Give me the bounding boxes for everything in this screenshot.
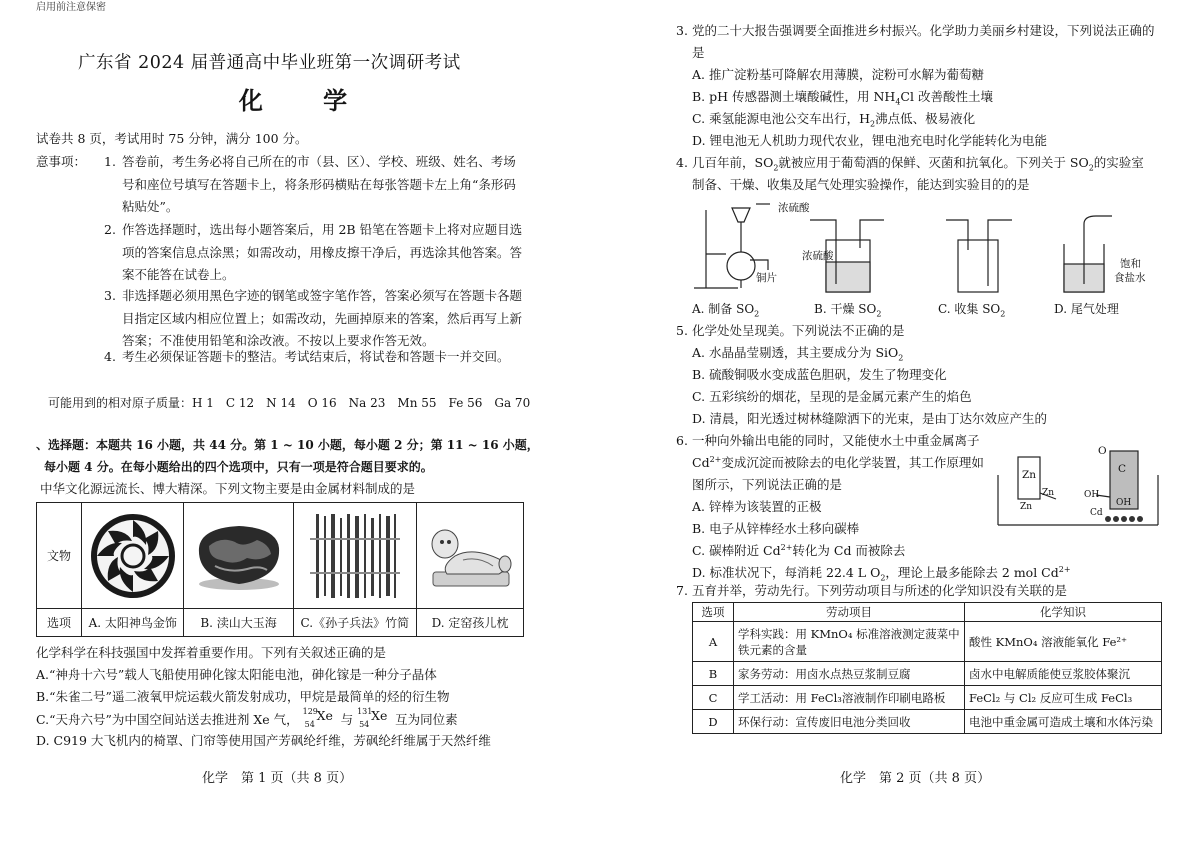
q5 bbox=[676, 320, 1162, 342]
q6-d-text: D. 标准状况下，每消耗 22.4 L O bbox=[692, 565, 881, 580]
tag-conc-h2so4: 浓硫酸 bbox=[778, 202, 810, 214]
oh-label: OH bbox=[1084, 490, 1100, 500]
artifact-table bbox=[36, 502, 524, 637]
artifact-option-b: B. 渎山大玉海 bbox=[184, 609, 293, 637]
option-row bbox=[37, 609, 524, 637]
exam-title: 广东省 2024 届普通高中毕业班第一次调研考试 bbox=[78, 53, 461, 73]
q6-c-sup: 2+ bbox=[780, 542, 793, 552]
confidential-stamp: 启用前注意保密 bbox=[36, 2, 106, 13]
tag-copper: 铜片 bbox=[756, 272, 777, 284]
q6-cd-charge: 2+ bbox=[709, 454, 722, 464]
page-2-footer: 化学 第 2 页（共 8 页） bbox=[840, 771, 991, 786]
note-text: 答卷前，考生务必将自己所在的市（县、区）、学校、班级、姓名、考场号和座位号填写在答题卡上，将条形码横贴在每张答题卡左上角“条形码粘贴处”。 bbox=[122, 154, 516, 214]
zn-ion-label: Zn bbox=[1042, 488, 1055, 498]
q6-option-c bbox=[692, 540, 905, 562]
artifact-option-d: D. 定窑孩儿枕 bbox=[417, 609, 524, 637]
row-option: B bbox=[693, 662, 734, 686]
q2-option-a: A.“神舟十六号”载人飞船使用砷化镓太阳能电池，砷化镓是一种分子晶体 bbox=[36, 667, 437, 682]
page-2 bbox=[676, 0, 1162, 849]
caption-b bbox=[814, 298, 881, 320]
so2-apparatus-figure bbox=[692, 200, 1162, 318]
q6-stem-line3: 图所示，下列说法正确的是 bbox=[692, 477, 843, 492]
zn-electrode-label: Zn bbox=[1022, 469, 1037, 481]
q5-stem: 化学处处呈现美。下列说法不正确的是 bbox=[692, 323, 905, 338]
caption-a bbox=[692, 298, 759, 320]
q5-option-c: C. 五彩缤纷的烟花，呈现的是金属元素产生的焰色 bbox=[692, 389, 972, 404]
header-chem-knowledge: 化学知识 bbox=[965, 603, 1162, 622]
oh-label-2: OH bbox=[1116, 498, 1132, 508]
xe-join: 与 bbox=[340, 712, 354, 727]
q6-d-text-mid: ，理论上最多能除去 2 mol Cd bbox=[885, 565, 1059, 580]
jade-bowl-icon bbox=[191, 518, 287, 594]
q4-stem-line2: 制备、干燥、收集及尾气处理实验操作，能达到实验目的的是 bbox=[692, 177, 1030, 192]
row-option: C bbox=[693, 686, 734, 710]
q3-b-text: B. pH 传感器测土壤酸碱性，用 NH bbox=[692, 89, 896, 104]
q6-number: 6. bbox=[676, 433, 688, 448]
option-row-label: 选项 bbox=[37, 609, 82, 637]
artifact-gold-sunbird bbox=[82, 503, 184, 609]
xe-131-z: 54 bbox=[359, 720, 370, 729]
tag-brine-2: 食盐水 bbox=[1114, 272, 1146, 284]
caption-c-text: C. 收集 SO bbox=[938, 302, 1001, 316]
q4 bbox=[676, 152, 1162, 174]
note-text: 考生必须保证答题卡的整洁。考试结束后，将试卷和答题卡一并交回。 bbox=[122, 349, 510, 364]
q6-stem-line1: 一种向外输出电能的同时，又能使水土中重金属离子 bbox=[692, 433, 980, 448]
header-labour-item: 劳动项目 bbox=[734, 603, 965, 622]
tag-conc-h2so4-dry: 浓硫酸 bbox=[802, 250, 834, 262]
xe-131-symbol: Xe bbox=[371, 708, 388, 723]
q3 bbox=[676, 20, 1162, 64]
note-number: 3. bbox=[104, 288, 116, 303]
q6-c-text: C. 碳棒附近 Cd bbox=[692, 543, 781, 558]
q4-text-c: 的实验室 bbox=[1093, 155, 1144, 170]
q3-c-sub: 2 bbox=[869, 119, 876, 129]
q6-d-sub: 2 bbox=[880, 573, 886, 583]
note-number: 2. bbox=[104, 222, 116, 237]
artifact-row-label: 文物 bbox=[37, 503, 82, 609]
artifact-bamboo-slips bbox=[293, 503, 416, 609]
exam-intro: 试卷共 8 页，考试用时 75 分钟，满分 100 分。 bbox=[36, 131, 308, 146]
q7-stem: 五育并举，劳动先行。下列劳动项目与所述的化学知识没有关联的是 bbox=[692, 583, 1068, 598]
xe-131-isotope bbox=[357, 707, 391, 729]
artifact-option-c: C.《孙子兵法》竹简 bbox=[293, 609, 416, 637]
row-option: D bbox=[693, 710, 734, 734]
q2-stem: 化学科学在科技强国中发挥着重要作用。下列有关叙述正确的是 bbox=[36, 645, 387, 660]
note-text: 作答选择题时，选出每小题答案后，用 2B 铅笔在答题卡上将对应题目选项的答案信息点涂黑；如需改动，用橡皮擦干净后，再选涂其他答案。答案不能答在试卷上。 bbox=[122, 222, 523, 282]
atomic-mass-line: 可能用到的相对原子质量：H 1 C 12 N 14 O 16 Na 23 Mn 55 Fe 56 Ga 70 bbox=[48, 396, 531, 410]
labour-table bbox=[692, 602, 1162, 734]
q3-option-b bbox=[692, 86, 993, 108]
q1-stem: 中华文化源远流长、博大精深。下列文物主要是由金属材料制成的是 bbox=[40, 481, 416, 496]
q4-number: 4. bbox=[676, 155, 688, 170]
row-chem-knowledge: FeCl₂ 与 Cl₂ 反应可生成 FeCl₃ bbox=[965, 686, 1162, 710]
section-heading: 、选择题：本题共 16 小题，共 44 分。第 1 ~ 10 小题，每小题 2 分；第 11 ~ 16 小题， bbox=[36, 438, 539, 452]
q6-cd: Cd bbox=[692, 455, 710, 470]
row-chem-knowledge: 卤水中电解质能使豆浆胶体聚沉 bbox=[965, 662, 1162, 686]
q5-option-b: B. 硫酸铜吸水变成蓝色胆矾，发生了物理变化 bbox=[692, 367, 947, 382]
note-4 bbox=[104, 346, 524, 369]
caption-c bbox=[938, 298, 1005, 320]
cell-drawing bbox=[996, 447, 1160, 529]
q6 bbox=[676, 430, 986, 452]
subject-title: 化 学 bbox=[238, 87, 374, 115]
q4-sub-b: 2 bbox=[1088, 163, 1094, 173]
q3-option-a: A. 推广淀粉基可降解农用薄膜，淀粉可水解为葡萄糖 bbox=[692, 67, 984, 82]
table-row bbox=[693, 710, 1162, 734]
q3-stem: 党的二十大报告强调要全面推进乡村振兴。化学助力美丽乡村建设，下列说法正确的是 bbox=[692, 23, 1155, 60]
q5-a-text: A. 水晶晶莹剔透，其主要成分为 SiO bbox=[692, 345, 899, 360]
q3-option-c bbox=[692, 108, 975, 130]
q4-text-a: 几百年前，SO bbox=[692, 155, 774, 170]
q5-a-sub: 2 bbox=[898, 353, 904, 363]
notes-label: 意事项： bbox=[36, 154, 87, 169]
xe-129-symbol: Xe bbox=[316, 708, 333, 723]
xe-129-mass: 129 bbox=[302, 707, 318, 716]
note-2 bbox=[104, 219, 524, 287]
q3-c-text: C. 乘氢能源电池公交车出行，H bbox=[692, 111, 870, 126]
q3-b-sub: 4 bbox=[895, 97, 901, 107]
caption-d bbox=[1054, 298, 1119, 320]
q2-option-c-tail: 互为同位素 bbox=[395, 712, 458, 727]
q3-b-text-end: Cl 改善酸性土壤 bbox=[900, 89, 993, 104]
so2-apparatus-drawing bbox=[692, 200, 1162, 300]
artifact-row bbox=[37, 503, 524, 609]
caption-c-sub: 2 bbox=[1000, 309, 1006, 319]
row-labour-item: 家务劳动：用卤水点热豆浆制豆腐 bbox=[734, 662, 965, 686]
q4-text-b: 就被应用于葡萄酒的保鲜、灭菌和抗氧化。下列关于 SO bbox=[778, 155, 1089, 170]
child-pillow-icon bbox=[423, 516, 517, 596]
row-labour-item: 学科实践：用 KMnO₄ 标准溶液测定菠菜中铁元素的含量 bbox=[734, 622, 965, 662]
bamboo-slips-icon bbox=[310, 510, 400, 602]
artifact-child-pillow bbox=[417, 503, 524, 609]
q3-c-text-end: 沸点低、极易液化 bbox=[875, 111, 976, 126]
note-number: 4. bbox=[104, 349, 116, 364]
q2-option-c-text: C.“天舟六号”为中国空间站送去推进剂 Xe 气， bbox=[36, 712, 299, 727]
xe-129-z: 54 bbox=[304, 720, 315, 729]
q2-option-c bbox=[36, 708, 458, 731]
note-text: 非选择题必须用黑色字迹的钢笔或签字笔作答，答案必须写在答题卡各题目指定区域内相应位置上；如需改动，先画掉原来的答案，然后再写上新答案；不准使用铅笔和涂改液。不按以上要求作答无效。 bbox=[122, 288, 523, 348]
artifact-jade-bowl bbox=[184, 503, 293, 609]
caption-d-text: D. 尾气处理 bbox=[1054, 302, 1119, 316]
q5-number: 5. bbox=[676, 323, 688, 338]
row-chem-knowledge: 酸性 KMnO₄ 溶液能氧化 Fe²⁺ bbox=[965, 622, 1162, 662]
table-row bbox=[693, 686, 1162, 710]
q3-option-d: D. 锂电池无人机助力现代农业，锂电池充电时化学能转化为电能 bbox=[692, 133, 1048, 148]
q2-option-d: D. C919 大飞机内的椅罩、门帘等使用国产芳砜纶纤维，芳砜纶纤维属于天然纤维 bbox=[36, 733, 491, 748]
q2-option-b: B.“朱雀二号”遥二液氧甲烷运载火箭发射成功，甲烷是最简单的烃的衍生物 bbox=[36, 689, 450, 704]
q6-d-sup: 2+ bbox=[1058, 564, 1071, 574]
electrochemical-cell-figure bbox=[996, 447, 1160, 529]
page-1 bbox=[36, 0, 539, 849]
tag-brine-1: 饱和 bbox=[1120, 258, 1141, 270]
caption-b-text: B. 干燥 SO bbox=[814, 302, 877, 316]
sunbird-disc-icon bbox=[88, 511, 178, 601]
row-labour-item: 学工活动：用 FeCl₃溶液制作印刷电路板 bbox=[734, 686, 965, 710]
caption-a-sub: 2 bbox=[754, 309, 760, 319]
note-number: 1. bbox=[104, 154, 116, 169]
table-row bbox=[693, 622, 1162, 662]
page-1-footer: 化学 第 1 页（共 8 页） bbox=[202, 771, 353, 786]
section-heading-cont: 每小题 4 分。在每小题给出的四个选项中，只有一项是符合题目要求的。 bbox=[44, 460, 433, 474]
q7 bbox=[676, 580, 1162, 602]
q4-sub-a: 2 bbox=[773, 163, 779, 173]
artifact-option-a: A. 太阳神鸟金饰 bbox=[82, 609, 184, 637]
row-chem-knowledge: 电池中重金属可造成土壤和水体污染 bbox=[965, 710, 1162, 734]
q6-c-text-end: 转化为 Cd 而被除去 bbox=[792, 543, 906, 558]
row-labour-item: 环保行动：宣传废旧电池分类回收 bbox=[734, 710, 965, 734]
note-3 bbox=[104, 285, 524, 353]
note-1 bbox=[104, 151, 524, 219]
q5-option-d: D. 清晨，阳光透过树林缝隙洒下的光束，是由丁达尔效应产生的 bbox=[692, 411, 1048, 426]
o2-label: O bbox=[1098, 445, 1107, 457]
labour-table-header bbox=[693, 603, 1162, 622]
q6-stem-line2 bbox=[692, 452, 984, 474]
zn-ion-label-2: Zn bbox=[1020, 502, 1033, 512]
q5-option-a bbox=[692, 342, 903, 364]
caption-b-sub: 2 bbox=[876, 309, 882, 319]
q6-option-b: B. 电子从锌棒经水土移向碳棒 bbox=[692, 521, 860, 536]
q6-option-a: A. 锌棒为该装置的正极 bbox=[692, 499, 822, 514]
q7-number: 7. bbox=[676, 583, 688, 598]
caption-a-text: A. 制备 SO bbox=[692, 302, 755, 316]
row-option: A bbox=[693, 622, 734, 662]
header-option: 选项 bbox=[693, 603, 734, 622]
q4-stem-line1 bbox=[676, 152, 1162, 174]
xe-129-isotope bbox=[302, 707, 337, 729]
xe-131-mass: 131 bbox=[357, 707, 373, 716]
cd-label: Cd bbox=[1090, 508, 1103, 518]
table-row bbox=[693, 662, 1162, 686]
q6-stem-text: 变成沉淀而被除去的电化学装置，其工作原理如 bbox=[721, 455, 984, 470]
c-electrode-label: C bbox=[1118, 463, 1127, 475]
q3-number: 3. bbox=[676, 23, 688, 38]
